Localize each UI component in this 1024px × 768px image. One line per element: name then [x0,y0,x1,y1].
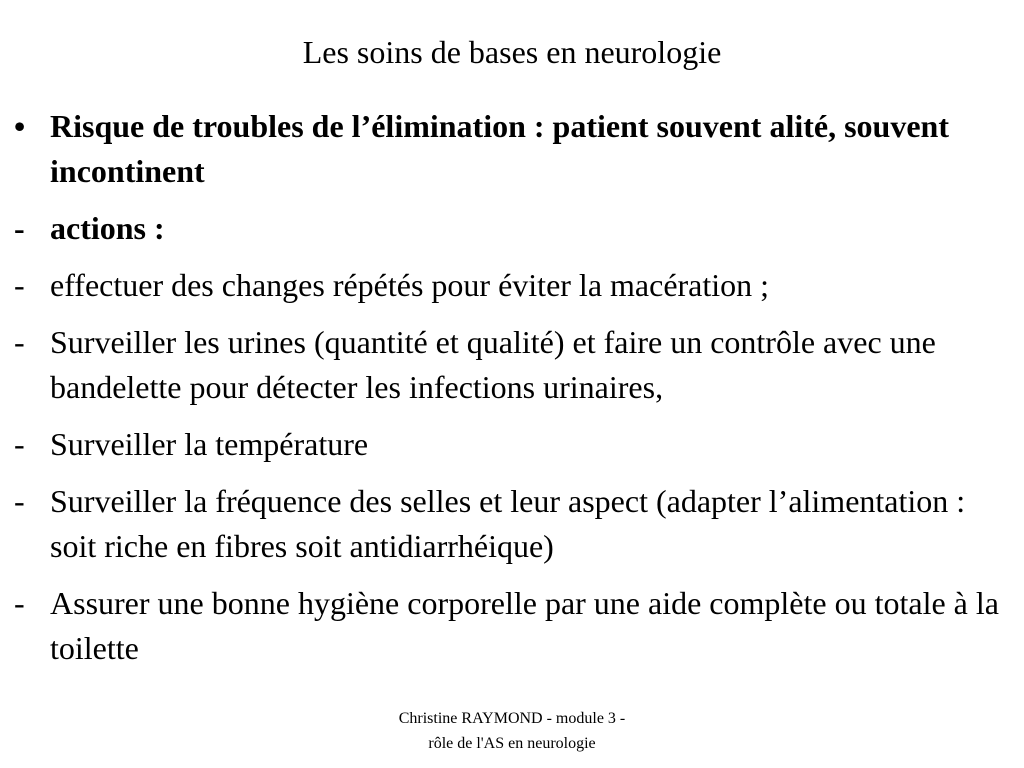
dash-marker: - [14,585,25,621]
slide-title: Les soins de bases en neurologie [302,34,722,70]
bullet-item-risk [14,104,1014,194]
bullet-item-urine [14,320,1014,410]
bullet-item-temperature [14,422,1014,467]
bullet-item-hygiene [14,581,1014,671]
bullet-text: Surveiller les urines (quantité et qualité) et faire un contrôle avec une bandelette pour détecter les infections urinaires, [50,324,936,405]
bullet-marker: • [14,108,26,144]
dash-marker: - [14,483,25,519]
bullet-text: actions : [50,210,165,246]
dash-marker: - [14,324,25,360]
footer-line-1: Christine RAYMOND - module 3 - [398,710,626,727]
bullet-item-actions [14,206,1014,251]
bullet-item-stools [14,479,1014,569]
bullet-list [14,104,1014,683]
bullet-text: Assurer une bonne hygiène corporelle par une aide complète ou totale à la toilette [50,585,999,666]
dash-marker: - [14,426,25,462]
bullet-item-changes [14,263,1014,308]
footer-line-2: rôle de l'AS en neurologie [428,735,596,752]
slide-footer [362,706,662,756]
dash-marker: - [14,267,25,303]
bullet-text: effectuer des changes répétés pour éviter la macération ; [50,267,770,303]
bullet-text: Surveiller la température [50,426,369,462]
bullet-text: Surveiller la fréquence des selles et leur aspect (adapter l’alimentation : soit riche en fibres soit antidiarrhéique) [50,483,966,564]
bullet-text: Risque de troubles de l’élimination : patient souvent alité, souvent incontinent [50,108,949,189]
dash-marker: - [14,210,25,246]
